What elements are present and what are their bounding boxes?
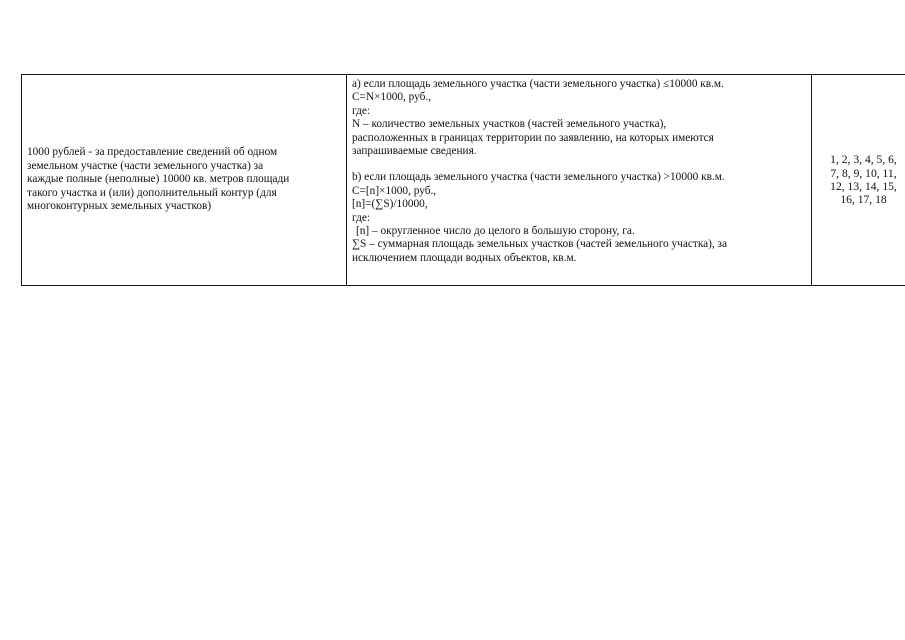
description-line: такого участка и (или) дополнительный контур (для — [27, 186, 277, 199]
applicable-items-line: 16, 17, 18 — [840, 193, 887, 207]
formula-a-n-definition: N – количество земельных участков (частей земельного участка), — [352, 118, 667, 131]
formula-b-n-definition: [n] – округленное число до целого в большую сторону, га. — [356, 225, 635, 238]
description-line: многоконтурных земельных участков) — [27, 200, 212, 213]
formula-b-s-definition: ∑S – суммарная площадь земельных участков (частей земельного участка), за — [352, 238, 728, 251]
applicable-items-line: 7, 8, 9, 10, 11, — [830, 166, 897, 180]
paragraph-gap — [352, 158, 807, 171]
fee-description-cell — [22, 75, 347, 286]
description-line: земельном участке (части земельного участка) за — [27, 159, 264, 172]
formula-a-condition: а) если площадь земельного участка (части земельного участка) ≤10000 кв.м. — [352, 78, 724, 90]
formula-b-where: где: — [352, 211, 370, 224]
formula-a-where: где: — [352, 104, 370, 117]
description-line: каждые полные (неполные) 10000 кв. метров площади — [27, 173, 290, 186]
formula-b-n-expression: [n]=(∑S)/10000, — [352, 198, 428, 211]
description-line: 1000 рублей - за предоставление сведений об одном — [27, 146, 278, 159]
formula-a-expression: С=N×1000, руб., — [352, 91, 432, 104]
applicable-items-line: 12, 13, 14, 15, — [830, 180, 897, 193]
formula-a-n-definition: расположенных в границах территории по заявлению, на которых имеются — [352, 131, 714, 144]
formula-b-expression: С=[n]×1000, руб., — [352, 184, 437, 197]
formula-a-n-definition: запрашиваемые сведения. — [352, 145, 477, 158]
fee-table — [21, 74, 905, 286]
applicable-items-line: 1, 2, 3, 4, 5, 6, — [830, 153, 897, 167]
table-row — [22, 75, 905, 286]
formula-b-s-definition: исключением площади водных объектов, кв.м. — [352, 251, 577, 264]
applicable-items-cell — [812, 75, 905, 286]
formula-b-condition: b) если площадь земельного участка (части земельного участка) >10000 кв.м. — [352, 171, 725, 184]
formula-cell — [347, 75, 812, 286]
